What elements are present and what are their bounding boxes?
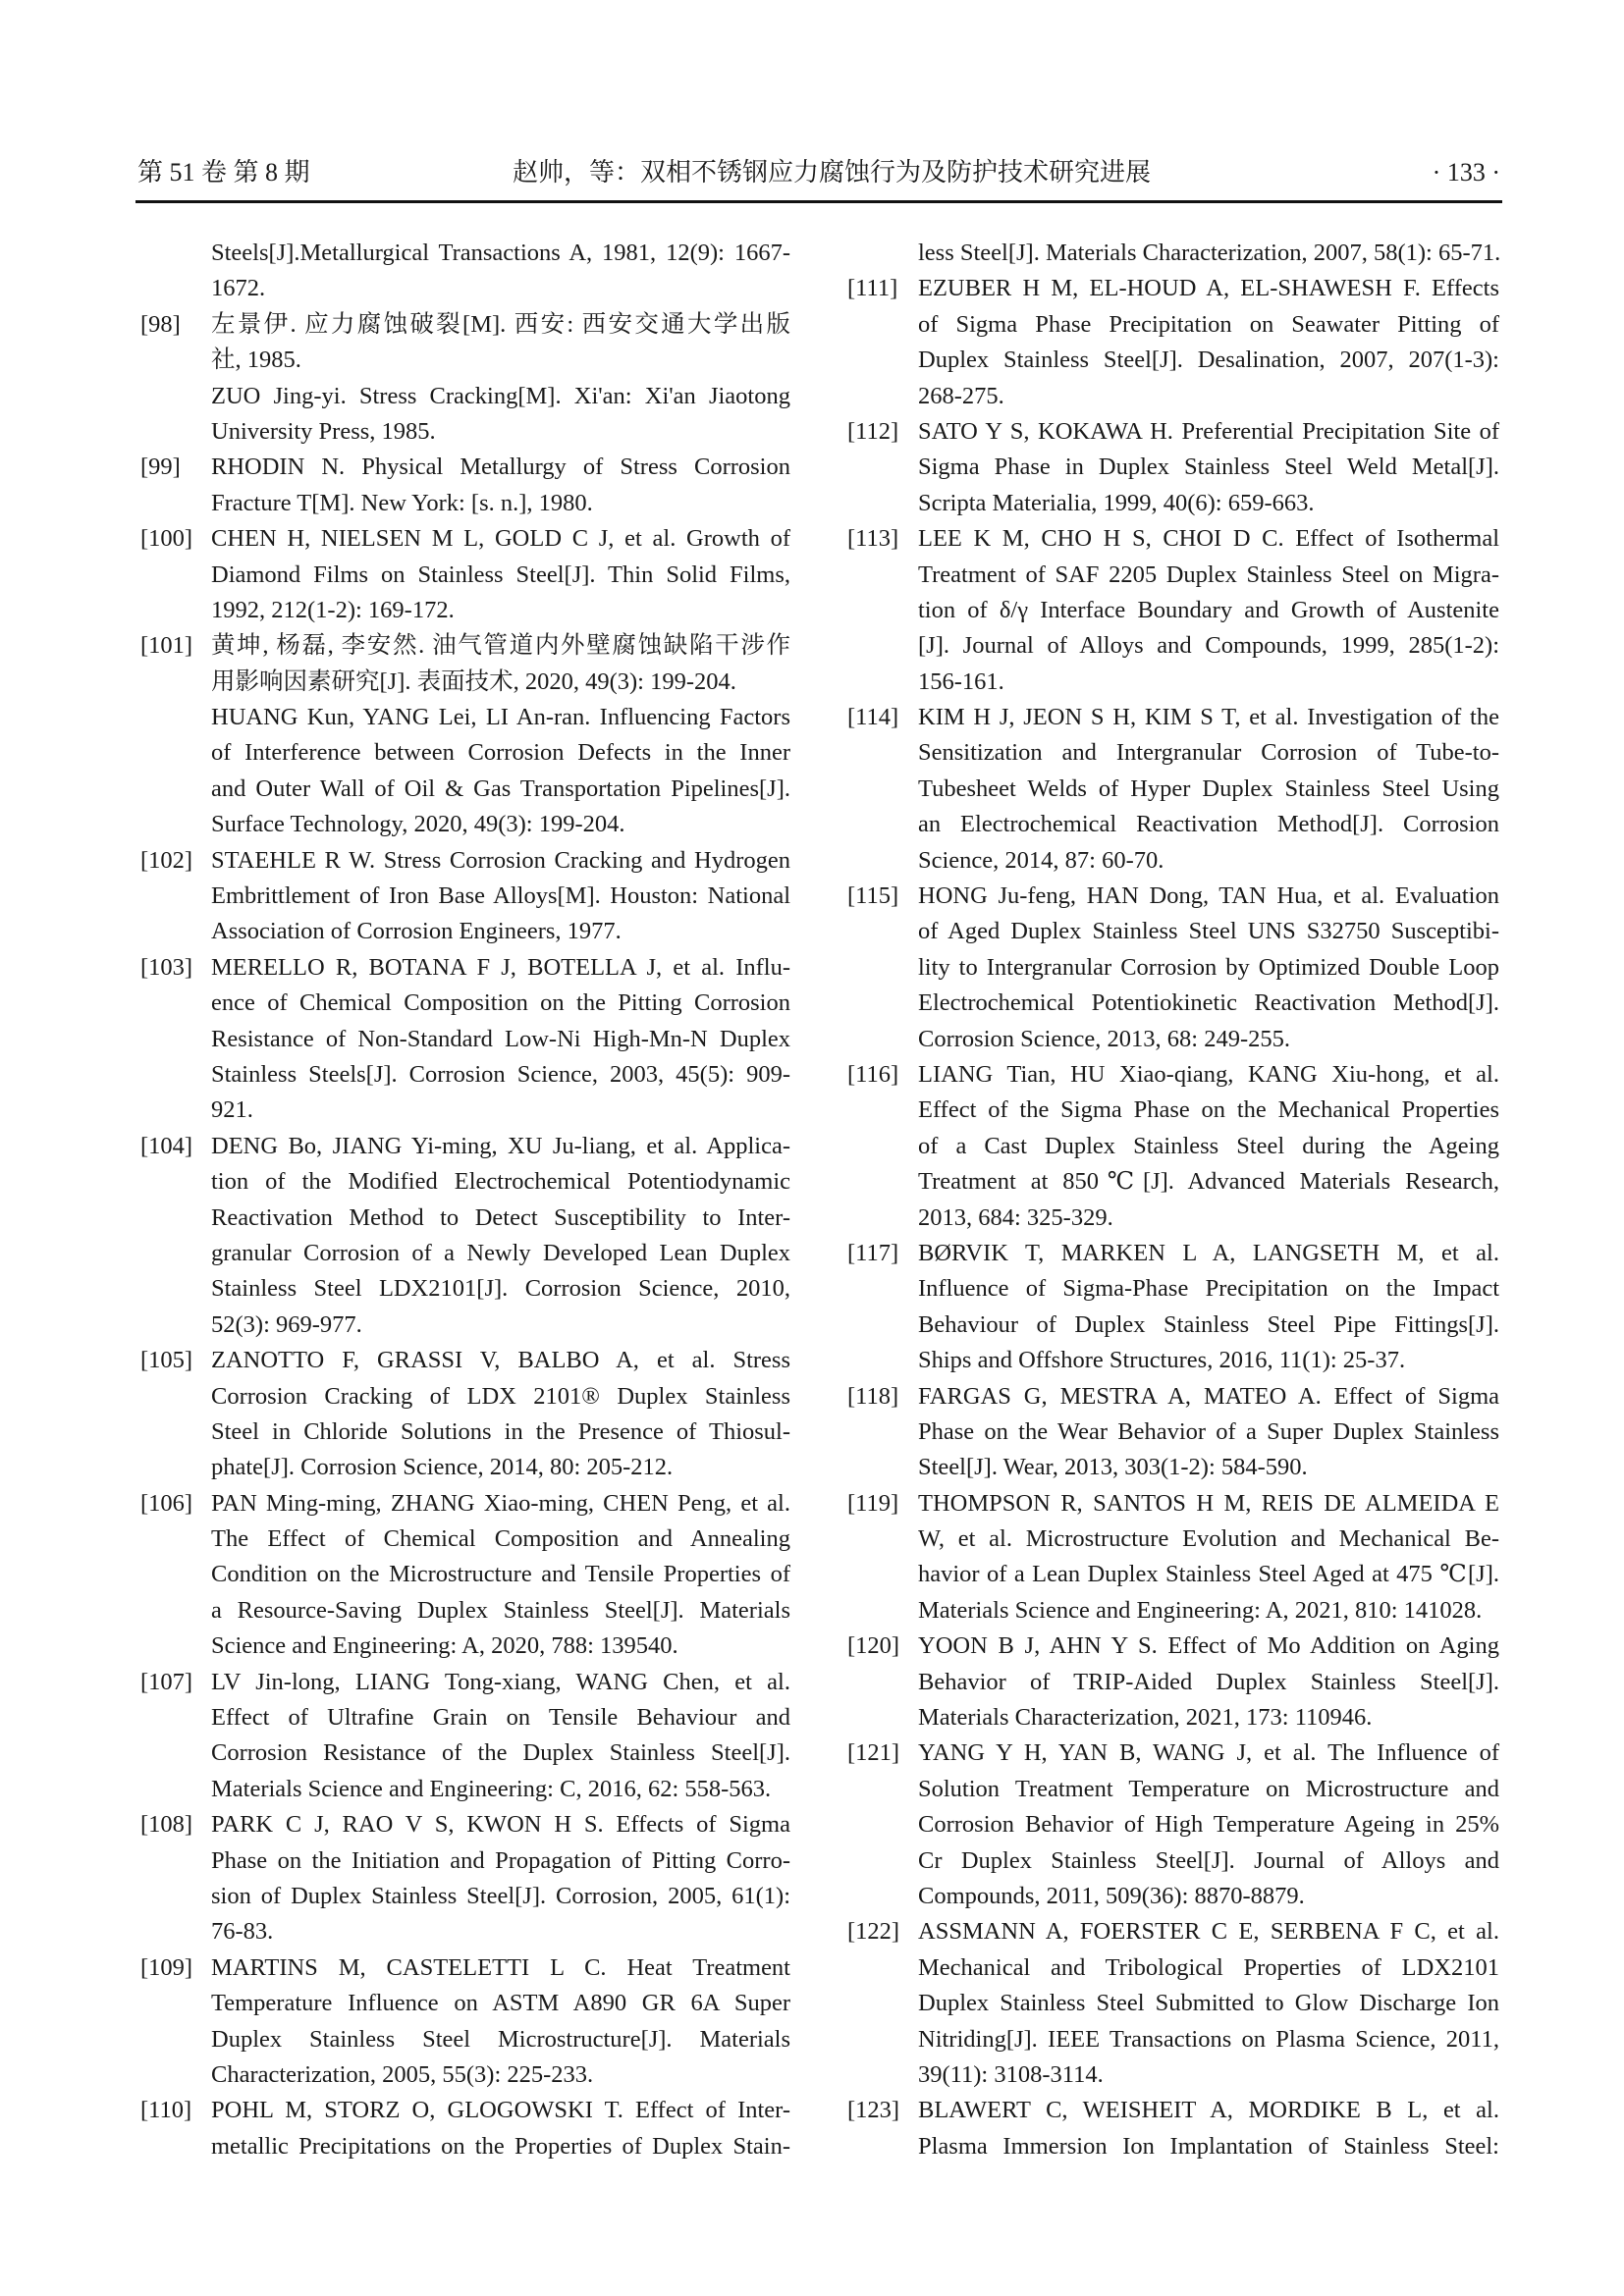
reference-text-line: MERELLO R, BOTANA F J, BOTELLA J, et al. Influ- (211, 953, 790, 981)
reference-text-line: Embrittlement of Iron Base Alloys[M]. Houston: National (211, 882, 790, 910)
reference-number: [121] (847, 1739, 900, 1767)
reference-text-line: Diamond Films on Stainless Steel[J]. Thin Solid Films, (211, 561, 790, 588)
reference-number: [105] (140, 1347, 193, 1374)
reference-entry (140, 236, 790, 307)
reference-text-line: Science and Engineering: A, 2020, 788: 139540. (211, 1632, 678, 1660)
reference-text-line: granular Corrosion of a Newly Developed Lean Duplex (211, 1239, 790, 1266)
reference-text-line: Sensitization and Intergranular Corrosion of Tube-to- (918, 739, 1499, 767)
running-title: 赵帅，等：双相不锈钢应力腐蚀行为及防护技术研究进展 (512, 158, 1151, 187)
reference-number: [107] (140, 1668, 193, 1695)
reference-text-line: Effect of the Sigma Phase on the Mechanical Properties (918, 1096, 1499, 1124)
reference-text-line: Steels[J].Metallurgical Transactions A, 1981, 12(9): 1667- (211, 240, 790, 266)
reference-text-line: LEE K M, CHO H S, CHOI D C. Effect of Isothermal (918, 525, 1499, 553)
reference-text-line: tion of the Modified Electrochemical Potentiodynamic (211, 1168, 790, 1196)
reference-text-line: 921. (211, 1096, 253, 1124)
reference-text-line: less Steel[J]. Materials Characterization, 2007, 58(1): 65-71. (918, 240, 1501, 266)
reference-text-line: Reactivation Method to Detect Susceptibility to Inter- (211, 1203, 790, 1231)
reference-text-line: Fracture T[M]. New York: [s. n.], 1980. (211, 489, 593, 516)
reference-entry (140, 450, 790, 521)
reference-text-line: 黄坤, 杨磊, 李安然. 油气管道内外壁腐蚀缺陷干涉作 (211, 632, 790, 660)
reference-text-line: Duplex Stainless Steel Submitted to Glow Discharge Ion (918, 1990, 1499, 2017)
reference-entry (847, 271, 1499, 414)
reference-entry (847, 1629, 1499, 1735)
reference-entry (847, 236, 1499, 271)
reference-text-line: POHL M, STORZ O, GLOGOWSKI T. Effect of Inter- (211, 2097, 790, 2124)
reference-number: [98] (140, 310, 181, 338)
reference-text-line: BLAWERT C, WEISHEIT A, MORDIKE B L, et al. (918, 2097, 1499, 2124)
reference-entry (847, 700, 1499, 879)
reference-text-line: of Aged Duplex Stainless Steel UNS S32750 Susceptibi- (918, 918, 1499, 945)
reference-number: [109] (140, 1953, 193, 1981)
reference-entry (140, 521, 790, 628)
reference-number: [118] (847, 1382, 899, 1410)
reference-entry (140, 1486, 790, 1665)
reference-entry (847, 1735, 1499, 1914)
reference-number: [104] (140, 1132, 193, 1159)
reference-entry (140, 950, 790, 1129)
reference-text-line: ence of Chemical Composition on the Pitting Corrosion (211, 989, 790, 1017)
reference-text-line: SATO Y S, KOKAWA H. Preferential Precipitation Site of (918, 417, 1499, 445)
reference-text-line: Treatment at 850℃[J]. Advanced Materials Research, (918, 1168, 1499, 1196)
reference-text-line: Phase on the Wear Behavior of a Super Duplex Stainless (918, 1417, 1499, 1445)
reference-text-line: and Outer Wall of Oil & Gas Transportation Pipelines[J]. (211, 774, 790, 802)
references-left-column (140, 236, 790, 2164)
reference-text-line: Treatment of SAF 2205 Duplex Stainless Steel on Migra- (918, 561, 1499, 588)
reference-text-line: Corrosion Science, 2013, 68: 249-255. (918, 1025, 1291, 1052)
reference-text-line: Ships and Offshore Structures, 2016, 11(1): 25-37. (918, 1347, 1406, 1374)
reference-entry (140, 843, 790, 950)
reference-text-line: Corrosion Cracking of LDX 2101® Duplex Stainless (211, 1382, 790, 1410)
reference-text-line: havior of a Lean Duplex Stainless Steel Aged at 475 ℃[J]. (918, 1561, 1499, 1588)
reference-text-line: ZUO Jing-yi. Stress Cracking[M]. Xi'an: Xi'an Jiaotong (211, 382, 790, 409)
reference-text-line: University Press, 1985. (211, 417, 436, 445)
reference-number: [117] (847, 1239, 899, 1266)
reference-entry (140, 1665, 790, 1808)
reference-text-line: phate[J]. Corrosion Science, 2014, 80: 205-212. (211, 1454, 674, 1481)
reference-text-line: Effect of Ultrafine Grain on Tensile Behaviour and (211, 1704, 790, 1732)
references-right-column (847, 236, 1499, 2164)
reference-text-line: 左景伊. 应力腐蚀破裂[M]. 西安: 西安交通大学出版 (211, 310, 790, 338)
reference-number: [100] (140, 525, 193, 553)
reference-text-line: W, et al. Microstructure Evolution and Mechanical Be- (918, 1525, 1499, 1553)
reference-text-line: Stainless Steel LDX2101[J]. Corrosion Science, 2010, (211, 1275, 790, 1303)
reference-text-line: LIANG Tian, HU Xiao-qiang, KANG Xiu-hong, et al. (918, 1060, 1499, 1088)
reference-entry (140, 628, 790, 842)
reference-text-line: tion of δ/γ Interface Boundary and Growth of Austenite (918, 596, 1499, 623)
reference-text-line: LV Jin-long, LIANG Tong-xiang, WANG Chen, et al. (211, 1668, 790, 1695)
header-rule (135, 200, 1502, 203)
reference-text-line: Scripta Materialia, 1999, 40(6): 659-663. (918, 489, 1315, 516)
reference-text-line: DENG Bo, JIANG Yi-ming, XU Ju-liang, et al. Applica- (211, 1132, 790, 1159)
reference-text-line: Tubesheet Welds of Hyper Duplex Stainless Steel Using (918, 774, 1499, 802)
reference-text-line: Behaviour of Duplex Stainless Steel Pipe Fittings[J]. (918, 1310, 1499, 1338)
reference-text-line: Characterization, 2005, 55(3): 225-233. (211, 2060, 594, 2088)
reference-text-line: Phase on the Initiation and Propagation of Pitting Corro- (211, 1846, 790, 1874)
reference-text-line: EZUBER H M, EL-HOUD A, EL-SHAWESH F. Effects (918, 275, 1499, 302)
reference-text-line: Materials Characterization, 2021, 173: 110946. (918, 1704, 1373, 1732)
reference-text-line: Temperature Influence on ASTM A890 GR 6A Super (211, 1990, 790, 2017)
reference-text-line: Condition on the Microstructure and Tensile Properties of (211, 1561, 790, 1588)
reference-text-line: PARK C J, RAO V S, KWON H S. Effects of Sigma (211, 1811, 790, 1839)
reference-text-line: Surface Technology, 2020, 49(3): 199-204. (211, 811, 625, 838)
reference-text-line: metallic Precipitations on the Properties of Duplex Stain- (211, 2132, 790, 2160)
reference-text-line: of Sigma Phase Precipitation on Seawater Pitting of (918, 310, 1499, 338)
reference-text-line: ASSMANN A, FOERSTER C E, SERBENA F C, et al. (918, 1918, 1499, 1946)
reference-entry (140, 307, 790, 451)
reference-text-line: of a Cast Duplex Stainless Steel during the Ageing (918, 1132, 1499, 1159)
reference-text-line: sion of Duplex Stainless Steel[J]. Corrosion, 2005, 61(1): (211, 1882, 790, 1909)
reference-text-line: YANG Y H, YAN B, WANG J, et al. The Influence of (918, 1739, 1499, 1767)
reference-text-line: Sigma Phase in Duplex Stainless Steel Weld Metal[J]. (918, 454, 1499, 481)
reference-number: [106] (140, 1489, 193, 1517)
reference-number: [115] (847, 882, 899, 910)
reference-number: [119] (847, 1489, 899, 1517)
reference-entry (847, 2093, 1499, 2164)
reference-text-line: MARTINS M, CASTELETTI L C. Heat Treatment (211, 1953, 790, 1981)
reference-text-line: PAN Ming-ming, ZHANG Xiao-ming, CHEN Peng, et al. (211, 1489, 790, 1517)
reference-text-line: Behavior of TRIP-Aided Duplex Stainless Steel[J]. (918, 1668, 1499, 1695)
reference-number: [103] (140, 953, 193, 981)
reference-text-line: STAEHLE R W. Stress Corrosion Cracking and Hydrogen (211, 846, 790, 874)
reference-text-line: an Electrochemical Reactivation Method[J]. Corrosion (918, 811, 1499, 838)
reference-text-line: [J]. Journal of Alloys and Compounds, 1999, 285(1-2): (918, 632, 1499, 660)
reference-number: [114] (847, 704, 899, 731)
reference-number: [111] (847, 275, 898, 302)
reference-text-line: The Effect of Chemical Composition and Annealing (211, 1525, 790, 1553)
journal-volume-issue: 第 51 卷 第 8 期 (137, 158, 310, 187)
reference-text-line: 52(3): 969-977. (211, 1310, 362, 1338)
reference-text-line: a Resource-Saving Duplex Stainless Steel[J]. Materials (211, 1596, 790, 1624)
reference-text-line: Materials Science and Engineering: A, 2021, 810: 141028. (918, 1596, 1483, 1624)
reference-text-line: Duplex Stainless Steel Microstructure[J]. Materials (211, 2025, 790, 2053)
reference-text-line: BØRVIK T, MARKEN L A, LANGSETH M, et al. (918, 1239, 1499, 1266)
reference-number: [120] (847, 1632, 900, 1660)
reference-text-line: Science, 2014, 87: 60-70. (918, 846, 1164, 874)
reference-text-line: Electrochemical Potentiokinetic Reactivation Method[J]. (918, 989, 1499, 1017)
reference-text-line: 156-161. (918, 667, 1004, 695)
reference-text-line: Resistance of Non-Standard Low-Ni High-Mn-N Duplex (211, 1025, 790, 1052)
reference-text-line: HUANG Kun, YANG Lei, LI An-ran. Influencing Factors (211, 704, 790, 731)
reference-text-line: Materials Science and Engineering: C, 2016, 62: 558-563. (211, 1775, 772, 1802)
reference-text-line: HONG Ju-feng, HAN Dong, TAN Hua, et al. Evaluation (918, 882, 1499, 910)
page-number: · 133 · (1432, 158, 1500, 187)
reference-text-line: Steel in Chloride Solutions in the Presence of Thiosul- (211, 1417, 790, 1445)
reference-text-line: 用影响因素研究[J]. 表面技术, 2020, 49(3): 199-204. (211, 667, 736, 695)
reference-text-line: 39(11): 3108-3114. (918, 2060, 1104, 2088)
reference-number: [113] (847, 525, 899, 553)
reference-entry (140, 2093, 790, 2164)
reference-text-line: 268-275. (918, 382, 1004, 409)
reference-number: [116] (847, 1060, 899, 1088)
reference-entry (140, 1343, 790, 1486)
reference-number: [110] (140, 2097, 192, 2124)
reference-text-line: RHODIN N. Physical Metallurgy of Stress Corrosion (211, 454, 790, 481)
reference-text-line: 社, 1985. (211, 347, 301, 374)
reference-text-line: 76-83. (211, 1918, 274, 1946)
reference-number: [123] (847, 2097, 900, 2124)
reference-entry (847, 1379, 1499, 1486)
reference-text-line: Corrosion Behavior of High Temperature Ageing in 25% (918, 1811, 1499, 1839)
reference-text-line: Plasma Immersion Ion Implantation of Stainless Steel: (918, 2132, 1499, 2160)
reference-number: [99] (140, 454, 181, 481)
reference-entry (847, 414, 1499, 521)
reference-entry (140, 1950, 790, 2094)
reference-text-line: Mechanical and Tribological Properties of LDX2101 (918, 1953, 1499, 1981)
reference-number: [108] (140, 1811, 193, 1839)
reference-entry (847, 521, 1499, 700)
reference-entry (847, 1057, 1499, 1236)
reference-text-line: Steel[J]. Wear, 2013, 303(1-2): 584-590. (918, 1454, 1308, 1481)
reference-number: [112] (847, 417, 899, 445)
reference-entry (140, 1129, 790, 1343)
reference-text-line: Duplex Stainless Steel[J]. Desalination, 2007, 207(1-3): (918, 347, 1499, 374)
reference-text-line: 2013, 684: 325-329. (918, 1203, 1113, 1231)
reference-entry (847, 1914, 1499, 2093)
reference-text-line: Influence of Sigma-Phase Precipitation on the Impact (918, 1275, 1499, 1303)
reference-text-line: Corrosion Resistance of the Duplex Stainless Steel[J]. (211, 1739, 790, 1767)
reference-text-line: ZANOTTO F, GRASSI V, BALBO A, et al. Stress (211, 1347, 790, 1374)
reference-number: [102] (140, 846, 193, 874)
reference-text-line: Association of Corrosion Engineers, 1977. (211, 918, 622, 945)
reference-text-line: KIM H J, JEON S H, KIM S T, et al. Investigation of the (918, 704, 1499, 731)
reference-number: [122] (847, 1918, 900, 1946)
reference-text-line: THOMPSON R, SANTOS H M, REIS DE ALMEIDA E (918, 1489, 1499, 1517)
reference-entry (140, 1807, 790, 1950)
reference-text-line: CHEN H, NIELSEN M L, GOLD C J, et al. Growth of (211, 525, 790, 553)
reference-text-line: lity to Intergranular Corrosion by Optimized Double Loop (918, 953, 1499, 981)
reference-text-line: Cr Duplex Stainless Steel[J]. Journal of Alloys and (918, 1846, 1499, 1874)
reference-text-line: of Interference between Corrosion Defects in the Inner (211, 739, 790, 767)
reference-entry (847, 879, 1499, 1057)
reference-text-line: YOON B J, AHN Y S. Effect of Mo Addition on Aging (918, 1632, 1499, 1660)
reference-text-line: Solution Treatment Temperature on Microstructure and (918, 1775, 1499, 1802)
reference-entry (847, 1486, 1499, 1629)
reference-number: [101] (140, 632, 193, 660)
reference-text-line: FARGAS G, MESTRA A, MATEO A. Effect of Sigma (918, 1382, 1499, 1410)
reference-text-line: Compounds, 2011, 509(36): 8870-8879. (918, 1882, 1305, 1909)
reference-text-line: Stainless Steels[J]. Corrosion Science, 2003, 45(5): 909- (211, 1060, 790, 1088)
reference-entry (847, 1236, 1499, 1379)
reference-text-line: 1992, 212(1-2): 169-172. (211, 596, 455, 623)
reference-text-line: Nitriding[J]. IEEE Transactions on Plasma Science, 2011, (918, 2025, 1499, 2053)
reference-text-line: 1672. (211, 275, 266, 302)
